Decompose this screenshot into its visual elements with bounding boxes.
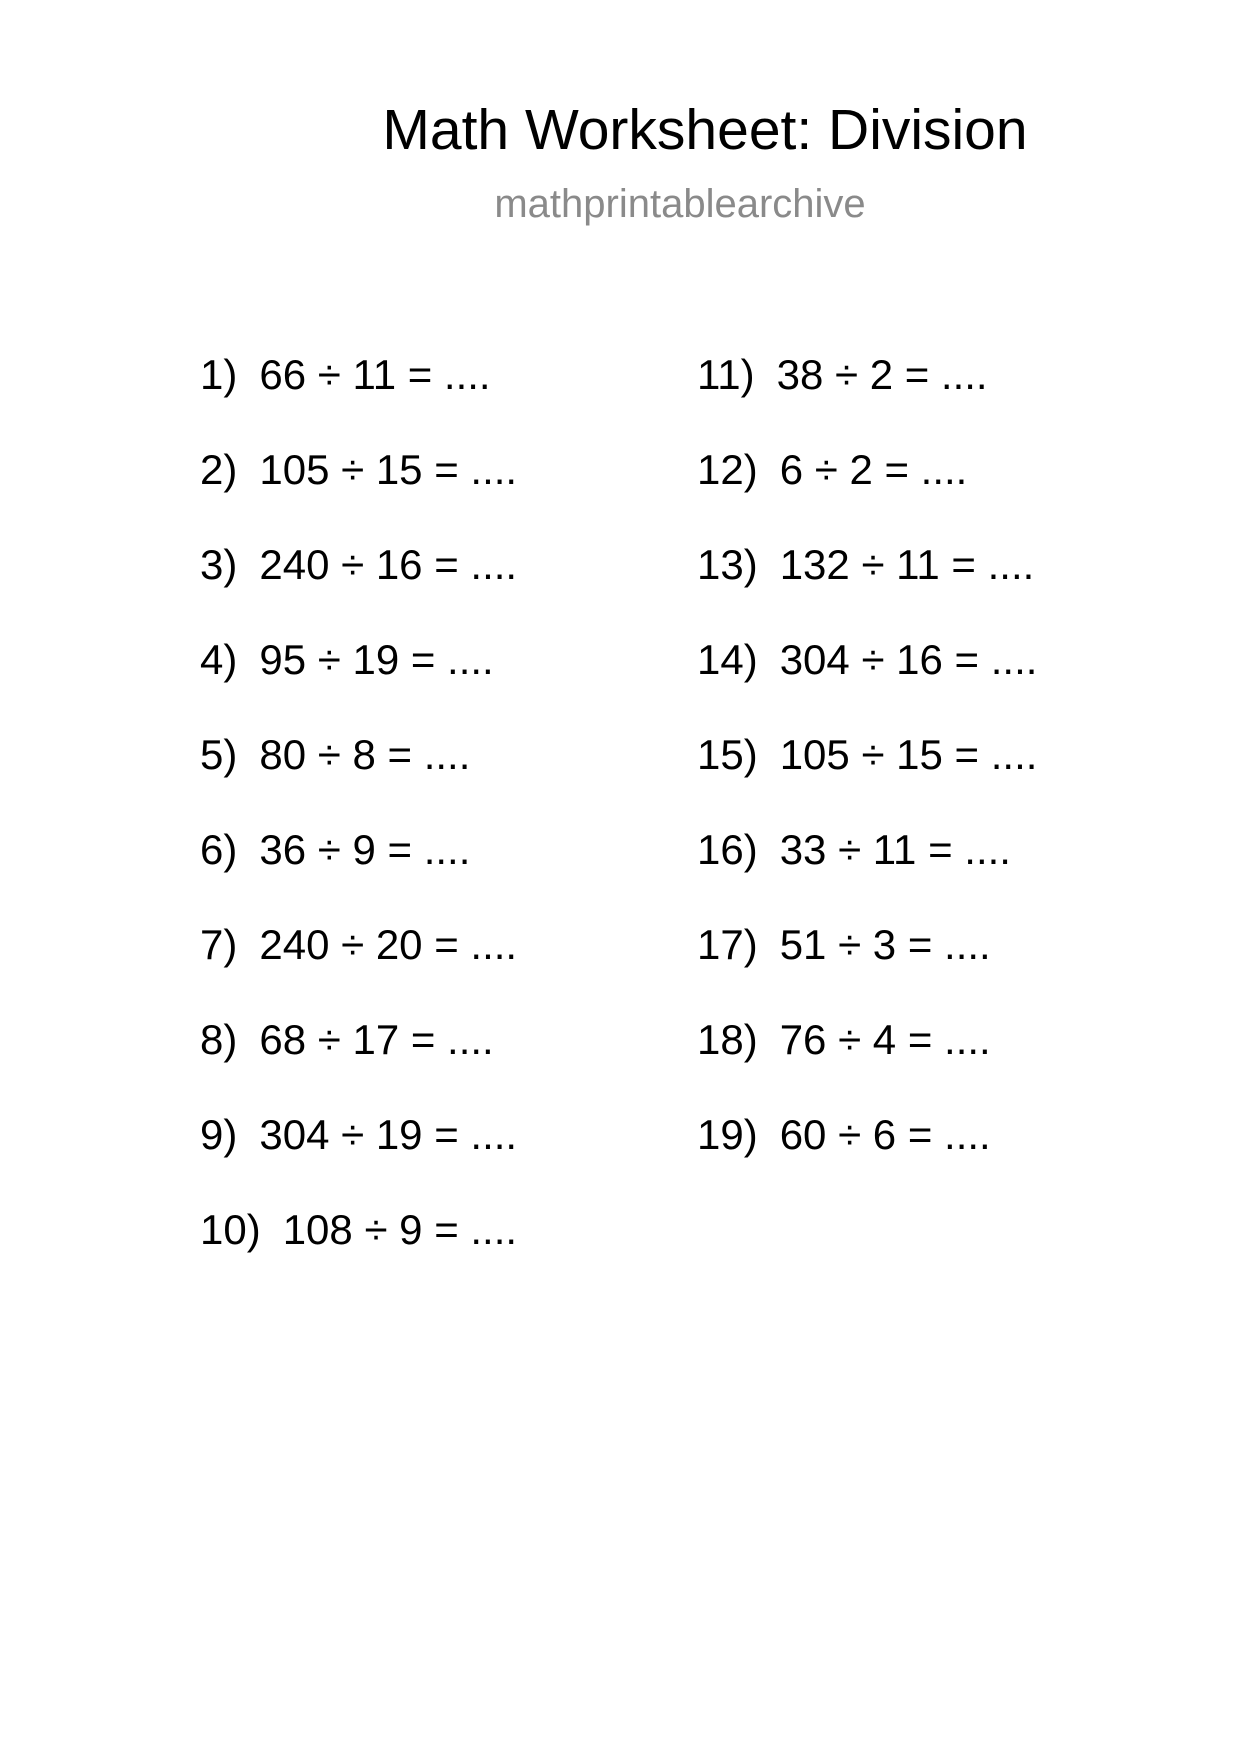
problem-item bbox=[697, 347, 1157, 442]
problem-number: 2) bbox=[200, 446, 238, 493]
problem-item bbox=[697, 632, 1157, 727]
problem-item bbox=[697, 1012, 1157, 1107]
problem-expression: 60 ÷ 6 = .... bbox=[779, 1111, 991, 1158]
problem-number: 18) bbox=[697, 1016, 758, 1063]
problem-number: 6) bbox=[200, 826, 238, 873]
problem-number: 3) bbox=[200, 541, 238, 588]
page-subtitle: mathprintablearchive bbox=[494, 182, 866, 226]
problem-expression: 66 ÷ 11 = .... bbox=[259, 351, 491, 398]
problem-item bbox=[697, 727, 1157, 822]
problem-number: 13) bbox=[697, 541, 758, 588]
problem-number: 4) bbox=[200, 636, 238, 683]
problem-expression: 38 ÷ 2 = .... bbox=[776, 351, 988, 398]
problems-column-right bbox=[697, 347, 1157, 1202]
problem-number: 10) bbox=[200, 1206, 261, 1253]
problem-number: 16) bbox=[697, 826, 758, 873]
problem-item bbox=[697, 537, 1157, 632]
problem-expression: 105 ÷ 15 = .... bbox=[779, 731, 1038, 778]
problem-number: 14) bbox=[697, 636, 758, 683]
problem-item bbox=[697, 1107, 1157, 1202]
problem-item bbox=[200, 442, 660, 537]
problem-expression: 80 ÷ 8 = .... bbox=[259, 731, 471, 778]
problem-number: 11) bbox=[697, 351, 755, 398]
problem-expression: 304 ÷ 19 = .... bbox=[259, 1111, 518, 1158]
problem-item bbox=[697, 917, 1157, 1012]
problem-item bbox=[697, 442, 1157, 537]
problem-expression: 36 ÷ 9 = .... bbox=[259, 826, 471, 873]
problem-item bbox=[200, 822, 660, 917]
problem-expression: 240 ÷ 20 = .... bbox=[259, 921, 518, 968]
problem-number: 1) bbox=[200, 351, 238, 398]
problem-item bbox=[697, 822, 1157, 917]
problem-expression: 95 ÷ 19 = .... bbox=[259, 636, 494, 683]
problem-item bbox=[200, 347, 660, 442]
problem-number: 12) bbox=[697, 446, 758, 493]
problem-item bbox=[200, 1202, 660, 1297]
problem-expression: 76 ÷ 4 = .... bbox=[779, 1016, 991, 1063]
problem-number: 15) bbox=[697, 731, 758, 778]
page-title: Math Worksheet: Division bbox=[382, 98, 1028, 162]
problem-number: 5) bbox=[200, 731, 238, 778]
problem-number: 9) bbox=[200, 1111, 238, 1158]
problem-expression: 108 ÷ 9 = .... bbox=[282, 1206, 518, 1253]
problem-expression: 132 ÷ 11 = .... bbox=[779, 541, 1035, 588]
problem-number: 19) bbox=[697, 1111, 758, 1158]
problem-item bbox=[200, 632, 660, 727]
problem-number: 8) bbox=[200, 1016, 238, 1063]
problem-expression: 240 ÷ 16 = .... bbox=[259, 541, 518, 588]
problem-expression: 51 ÷ 3 = .... bbox=[779, 921, 991, 968]
problem-expression: 304 ÷ 16 = .... bbox=[779, 636, 1038, 683]
problem-expression: 33 ÷ 11 = .... bbox=[779, 826, 1011, 873]
problem-item bbox=[200, 1107, 660, 1202]
problem-expression: 6 ÷ 2 = .... bbox=[779, 446, 968, 493]
problem-item bbox=[200, 917, 660, 1012]
problem-item bbox=[200, 537, 660, 632]
problem-item bbox=[200, 1012, 660, 1107]
problem-expression: 68 ÷ 17 = .... bbox=[259, 1016, 494, 1063]
problem-number: 7) bbox=[200, 921, 238, 968]
problem-expression: 105 ÷ 15 = .... bbox=[259, 446, 518, 493]
problems-column-left bbox=[200, 347, 660, 1297]
problem-item bbox=[200, 727, 660, 822]
problem-number: 17) bbox=[697, 921, 758, 968]
